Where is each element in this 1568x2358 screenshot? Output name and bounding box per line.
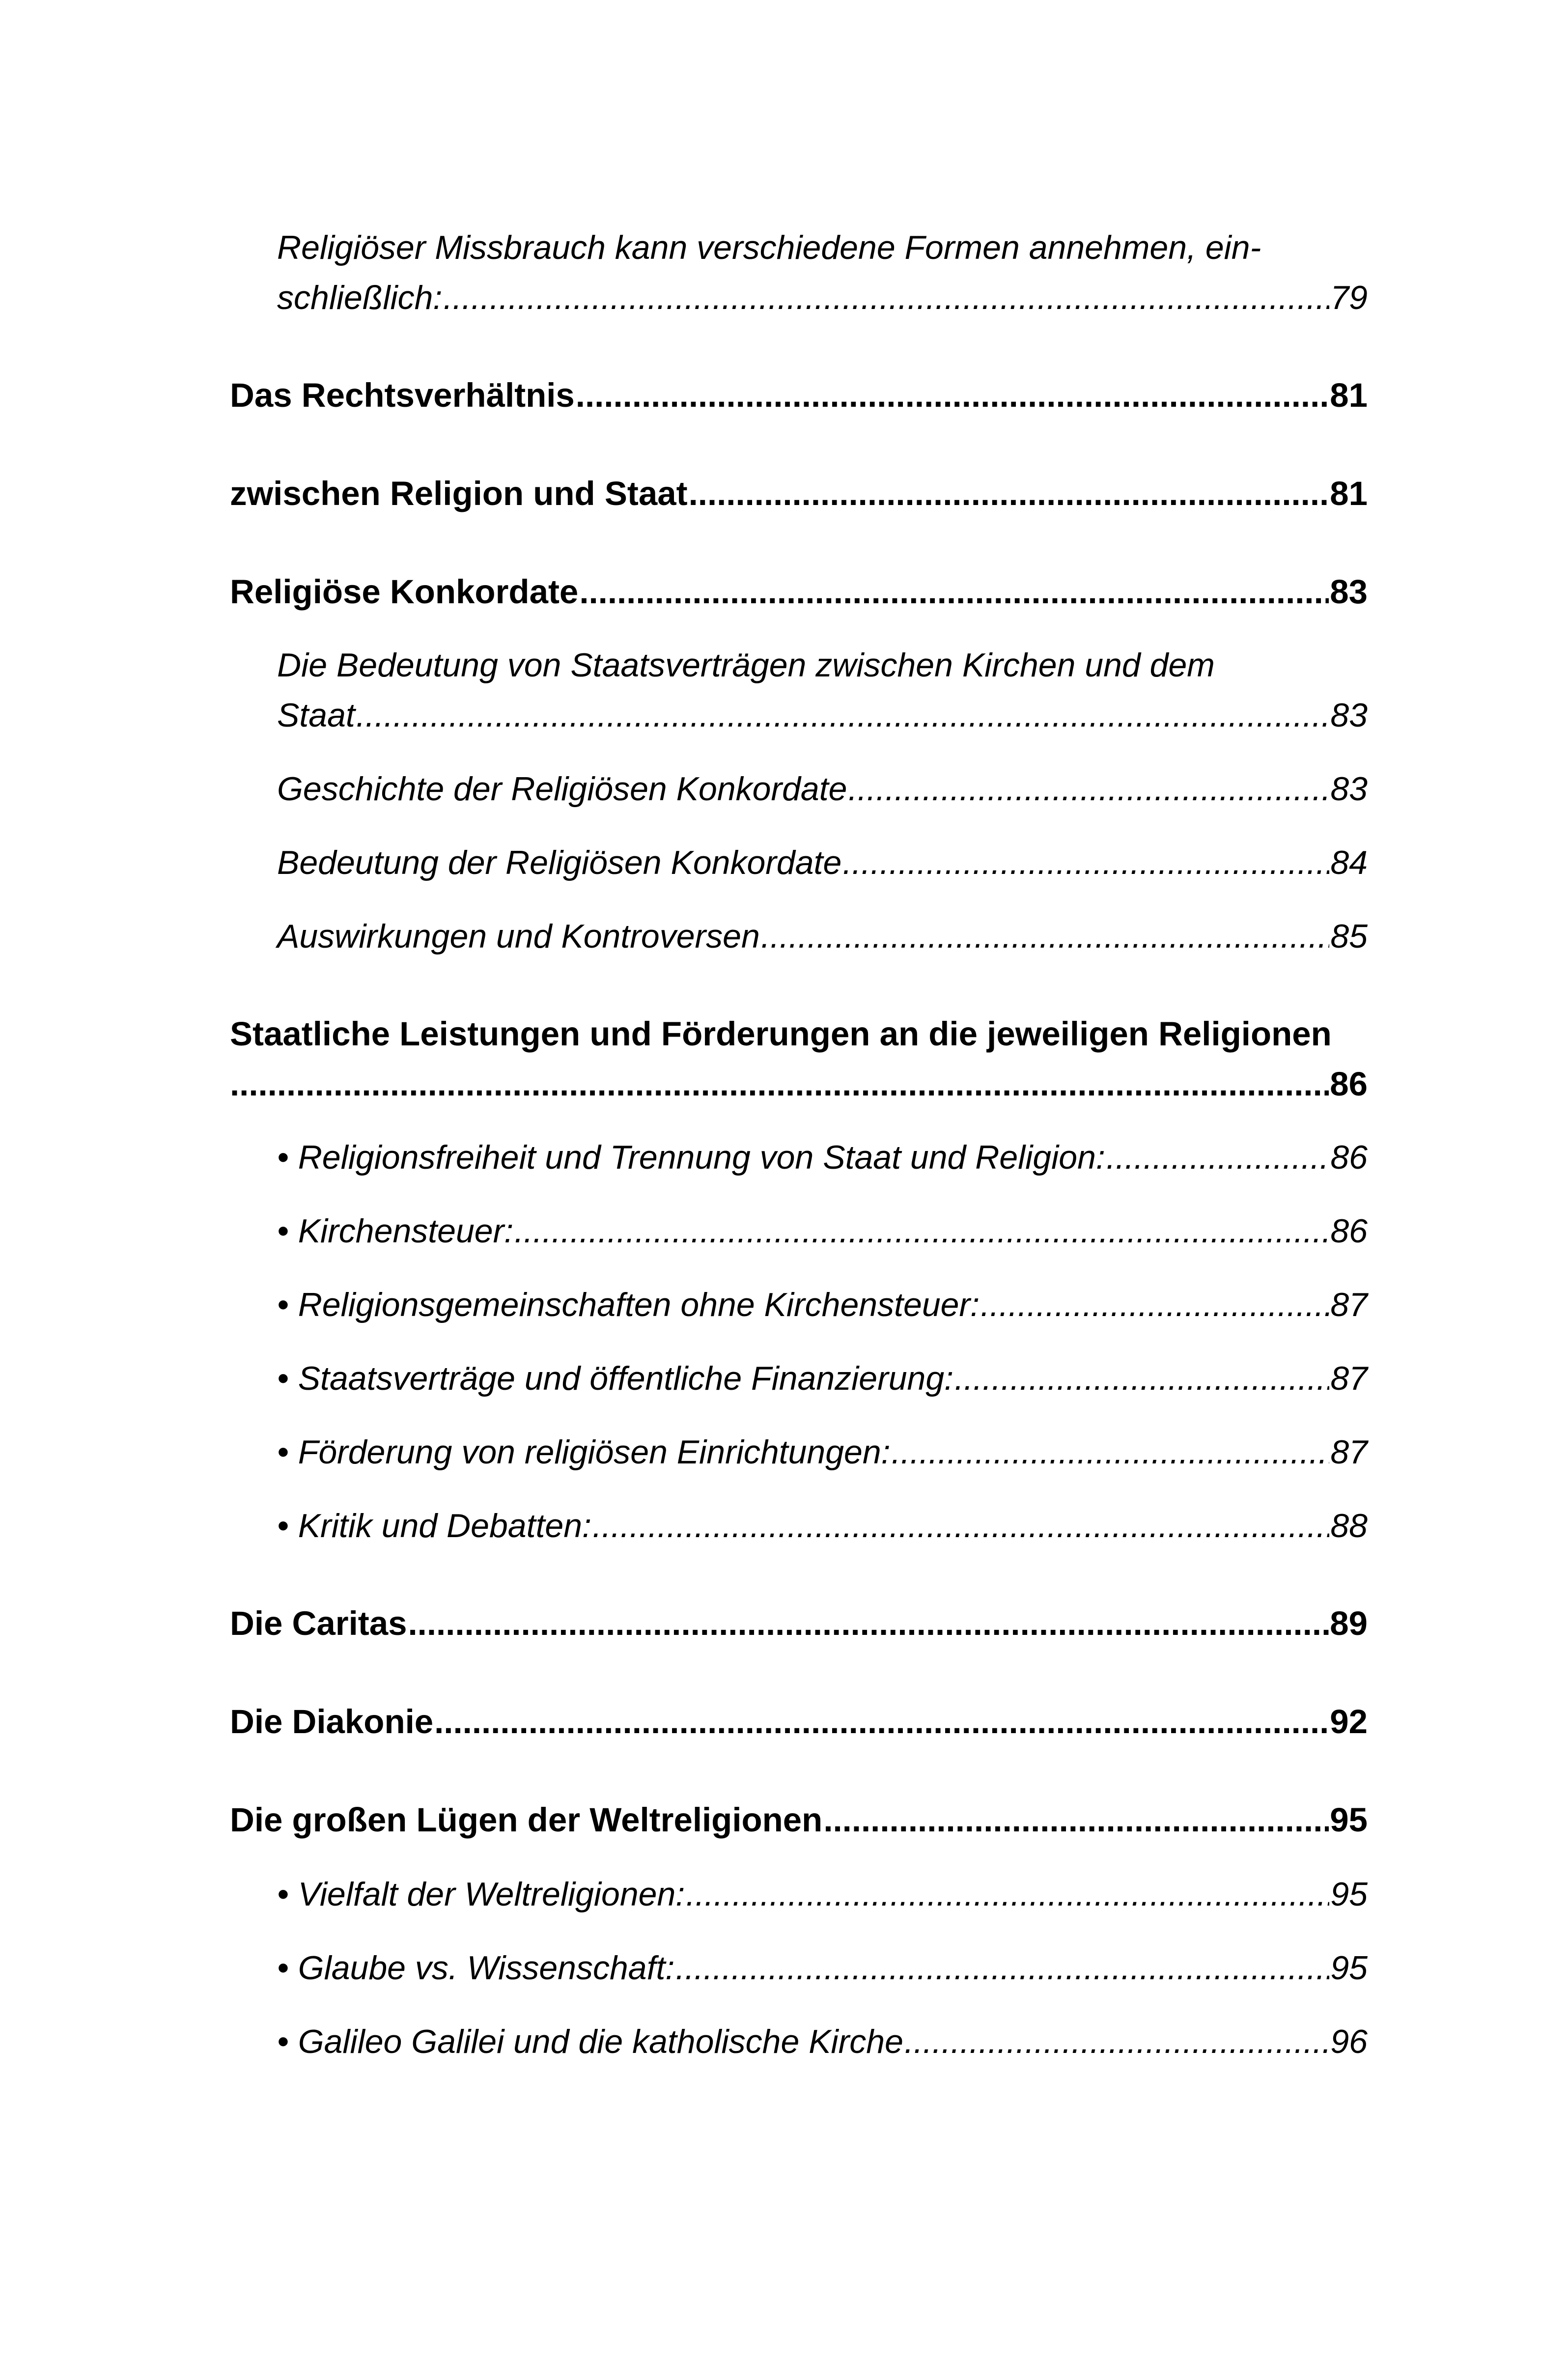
- dot-leader: [842, 846, 1329, 879]
- toc-chapter-entry-line1: [230, 1017, 1368, 1051]
- toc-entry[interactable]: [277, 772, 1368, 806]
- page-number: 89: [1330, 1604, 1368, 1642]
- toc-entry-text: Staat: [277, 697, 355, 734]
- toc-entry[interactable]: [277, 920, 1368, 953]
- toc-chapter-entry[interactable]: [230, 1067, 1368, 1101]
- toc-entry[interactable]: [277, 1509, 1368, 1543]
- page-number: 88: [1330, 1507, 1368, 1544]
- page-number: 85: [1330, 918, 1368, 955]
- dot-leader: [592, 1509, 1329, 1543]
- toc-chapter-entry[interactable]: [230, 378, 1368, 412]
- dot-leader: [675, 1951, 1329, 1985]
- page-number: 81: [1330, 475, 1368, 512]
- toc-entry[interactable]: [277, 1362, 1368, 1395]
- toc-entry-text: Die Caritas: [230, 1604, 407, 1642]
- toc-entry-text: • Glaube vs. Wissenschaft:: [277, 1949, 675, 1987]
- toc-entry[interactable]: [277, 2025, 1368, 2058]
- toc-chapter-entry[interactable]: [230, 1705, 1368, 1739]
- page-number: 86: [1330, 1065, 1368, 1103]
- toc-entry[interactable]: [277, 699, 1368, 732]
- page-number: 87: [1330, 1286, 1368, 1323]
- toc-chapter-entry[interactable]: [230, 1606, 1368, 1640]
- toc-chapter-entry[interactable]: [230, 477, 1368, 510]
- dot-leader: [1106, 1141, 1330, 1174]
- toc-entry-text: • Vielfalt der Weltreligionen:: [277, 1876, 685, 1913]
- toc-entry-text: Staatliche Leistungen und Förderungen an die jeweiligen Religionen: [230, 1015, 1332, 1053]
- toc-entry[interactable]: [277, 1435, 1368, 1469]
- toc-entry-text: schließlich:: [277, 279, 443, 316]
- page-number: 83: [1330, 573, 1368, 611]
- dot-leader: [892, 1435, 1330, 1469]
- page-number: 87: [1330, 1360, 1368, 1397]
- dot-leader: [443, 281, 1329, 314]
- page-number: 83: [1330, 697, 1368, 734]
- toc-entry[interactable]: [277, 1951, 1368, 1985]
- toc-entry-text: • Galileo Galilei und die katholische Kirche: [277, 2023, 903, 2060]
- page-number: 96: [1330, 2023, 1368, 2060]
- page-number: 92: [1330, 1703, 1368, 1740]
- dot-leader: [686, 1878, 1329, 1911]
- toc-entry[interactable]: [277, 1214, 1368, 1248]
- page-number: 79: [1330, 279, 1368, 316]
- page-number: 84: [1330, 844, 1368, 881]
- dot-leader: [434, 1705, 1329, 1739]
- toc-entry-text: • Förderung von religiösen Einrichtungen:: [277, 1433, 891, 1471]
- page-number: 87: [1330, 1433, 1368, 1471]
- toc-entry-line1: [277, 231, 1368, 264]
- dot-leader: [980, 1288, 1329, 1321]
- toc-entry-text: • Religionsgemeinschaften ohne Kirchensteuer:: [277, 1286, 980, 1323]
- dot-leader: [904, 2025, 1329, 2058]
- page-number: 81: [1330, 376, 1368, 414]
- page-number: 83: [1330, 770, 1368, 808]
- page-number: 86: [1330, 1212, 1368, 1250]
- dot-leader: [230, 1067, 1329, 1101]
- dot-leader: [823, 1803, 1329, 1837]
- toc-entry[interactable]: [277, 846, 1368, 879]
- page-number: 86: [1330, 1139, 1368, 1176]
- dot-leader: [576, 378, 1329, 412]
- page-number: 95: [1330, 1876, 1368, 1913]
- toc-entry-text: Auswirkungen und Kontroversen: [277, 918, 760, 955]
- dot-leader: [848, 772, 1329, 806]
- toc-entry[interactable]: [277, 281, 1368, 314]
- toc-chapter-entry[interactable]: [230, 575, 1368, 609]
- toc-entry-text: • Staatsverträge und öffentliche Finanzierung:: [277, 1360, 954, 1397]
- dot-leader: [514, 1214, 1329, 1248]
- toc-entry-text: • Religionsfreiheit und Trennung von Staat und Religion:: [277, 1139, 1105, 1176]
- page-number: 95: [1330, 1801, 1368, 1839]
- toc-entry-text: • Kritik und Debatten:: [277, 1507, 591, 1544]
- toc-entry[interactable]: [277, 1141, 1368, 1174]
- toc-entry-text: Geschichte der Religiösen Konkordate: [277, 770, 847, 808]
- dot-leader: [954, 1362, 1329, 1395]
- toc-entry-text: Religiöse Konkordate: [230, 573, 579, 611]
- toc-entry-text: zwischen Religion und Staat: [230, 475, 688, 512]
- toc-entry-text: Religiöser Missbrauch kann verschiedene Formen annehmen, ein-: [277, 229, 1261, 266]
- toc-entry[interactable]: [277, 1288, 1368, 1321]
- toc-entry-text: Das Rechtsverhältnis: [230, 376, 575, 414]
- dot-leader: [356, 699, 1330, 732]
- toc-entry-line1: [277, 648, 1368, 682]
- page-number: 95: [1330, 1949, 1368, 1987]
- toc-entry[interactable]: [277, 1878, 1368, 1911]
- dot-leader: [579, 575, 1329, 609]
- toc-entry-text: Die Diakonie: [230, 1703, 434, 1740]
- toc-entry-text: Die Bedeutung von Staatsverträgen zwischen Kirchen und dem: [277, 646, 1215, 684]
- toc-entry-text: • Kirchensteuer:: [277, 1212, 514, 1250]
- dot-leader: [689, 477, 1329, 510]
- toc-entry-text: Die großen Lügen der Weltreligionen: [230, 1801, 823, 1839]
- toc-chapter-entry[interactable]: [230, 1803, 1368, 1837]
- toc-entry-text: Bedeutung der Religiösen Konkordate: [277, 844, 842, 881]
- dot-leader: [761, 920, 1330, 953]
- dot-leader: [408, 1606, 1329, 1640]
